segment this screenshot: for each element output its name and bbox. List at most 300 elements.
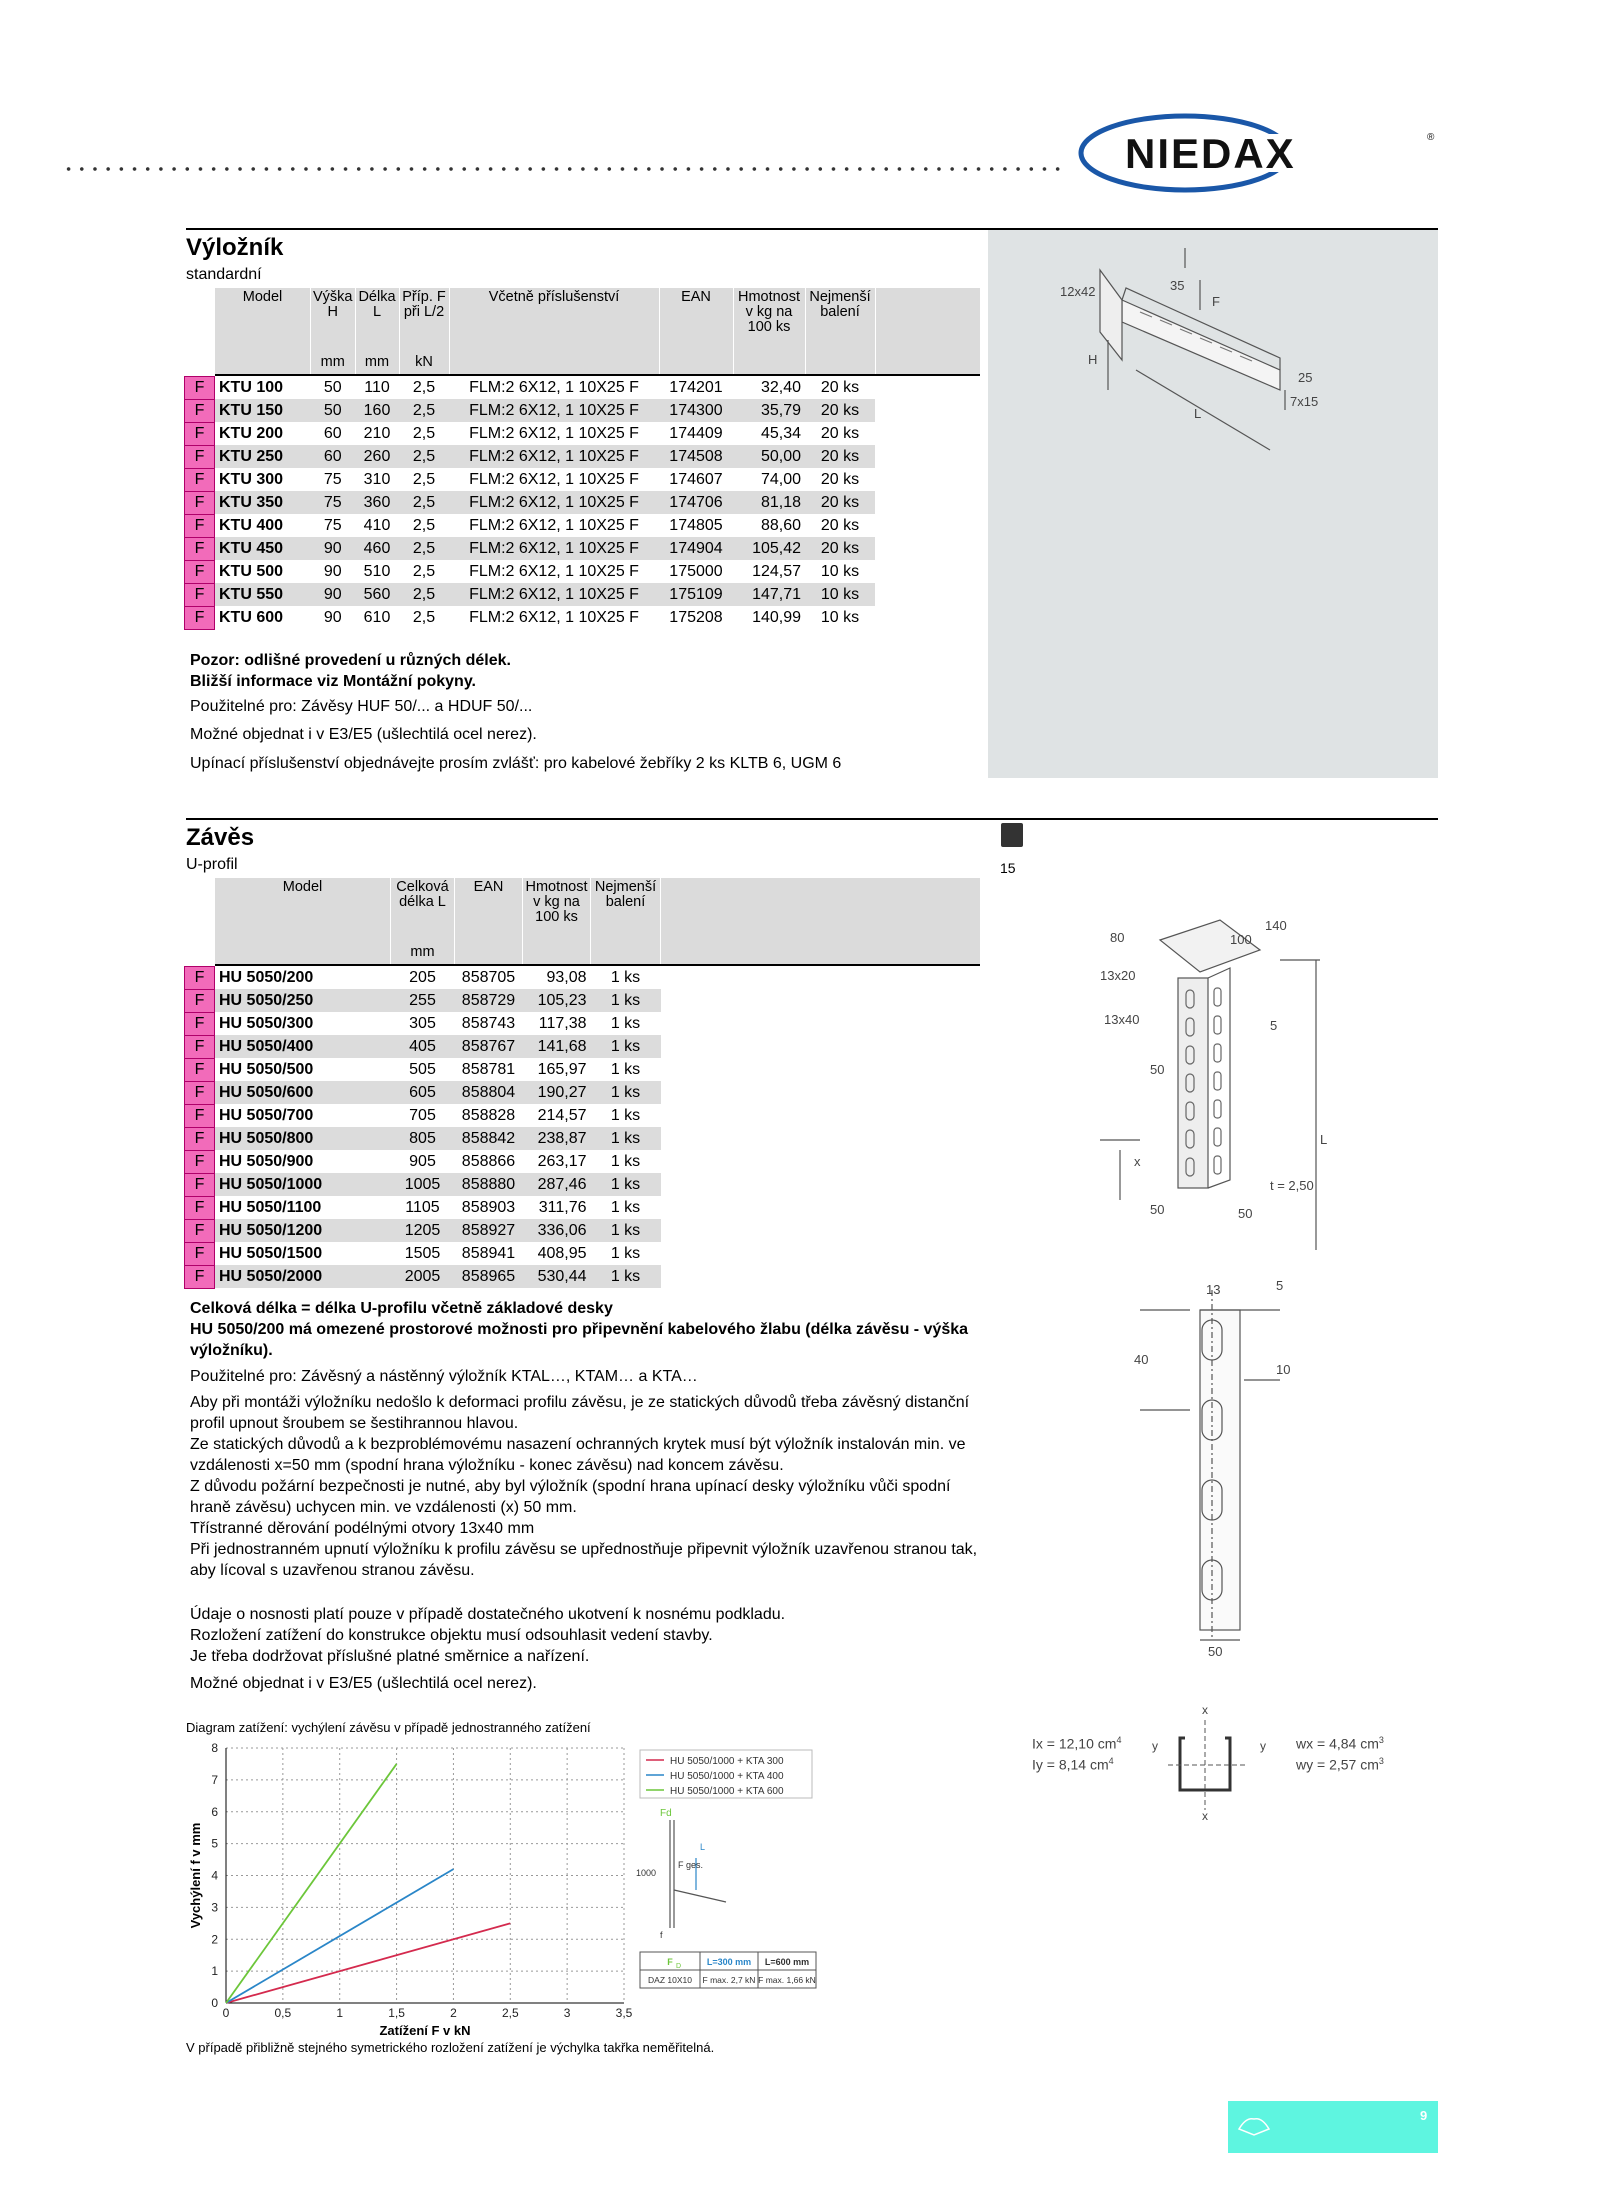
inset-table-header: F xyxy=(667,1957,673,1967)
dotted-separator xyxy=(62,166,1062,172)
fire-class-badge: F xyxy=(185,537,215,560)
cell-spacer xyxy=(661,966,981,989)
cell-spacer xyxy=(661,1012,981,1035)
cell-ean: 175208 xyxy=(669,608,723,626)
drawing1-label-b: 35 xyxy=(1170,278,1185,293)
axis-x-bottom: x xyxy=(1202,1809,1208,1820)
cell-h: 75 xyxy=(311,491,356,514)
hanger-label-d: 13x20 xyxy=(1100,968,1136,983)
prop-wy-exp: 3 xyxy=(1378,1755,1384,1766)
inset-fges-label: F ges. xyxy=(678,1860,704,1870)
cell-l: 310 xyxy=(363,470,391,488)
cell-spacer xyxy=(661,1035,981,1058)
cell-ean: 174805 xyxy=(669,516,723,534)
col-spacer xyxy=(875,288,980,335)
cell-pack: 20 ks xyxy=(805,445,875,468)
drawing1-label-c: F xyxy=(1212,294,1220,309)
cell-len: 605 xyxy=(391,1081,455,1104)
cell-l: 210 xyxy=(363,424,391,442)
col2-ean: EAN xyxy=(455,878,523,925)
unit-height: mm xyxy=(311,335,356,374)
cell-pack: 20 ks xyxy=(805,491,875,514)
prop-iy: Iy = 8,14 cm xyxy=(1032,1756,1109,1773)
cell-spacer xyxy=(875,399,980,422)
cell-weight: 190,27 xyxy=(523,1081,591,1104)
cell-acc: FLM:2 6X12, 1 10X25 F xyxy=(449,537,659,560)
warning-line-2: Bližší informace viz Montážní pokyny. xyxy=(190,673,476,690)
col-f xyxy=(185,288,215,335)
cell-h: 75 xyxy=(323,470,342,488)
cell-len: 2005 xyxy=(391,1265,455,1288)
section2-subtitle: U-profil xyxy=(186,856,238,873)
inset-1000-label: 1000 xyxy=(636,1868,657,1878)
cell-len: 1105 xyxy=(405,1198,440,1216)
table-row xyxy=(185,1035,981,1058)
cell-len: 1505 xyxy=(404,1244,441,1262)
cell-model: HU 5050/500 xyxy=(219,1060,314,1078)
cell-weight: 45,34 xyxy=(760,424,801,442)
table-row xyxy=(185,537,981,560)
section2-bold-notes xyxy=(190,1298,980,1361)
inset-fd-label: Fd xyxy=(660,1808,672,1819)
cell-l: 560 xyxy=(355,583,399,606)
cell-pack: 1 ks xyxy=(591,1035,661,1058)
unit-length: mm xyxy=(355,335,399,374)
cell-weight: 214,57 xyxy=(537,1106,587,1124)
cell-spacer xyxy=(661,1081,981,1104)
cell-l: 410 xyxy=(363,516,391,534)
cell-weight: 238,87 xyxy=(523,1127,591,1150)
cell-model: KTU 500 xyxy=(219,562,284,580)
cell-acc: FLM:2 6X12, 1 10X25 F xyxy=(469,470,639,488)
cell-spacer xyxy=(661,1058,981,1081)
cell-model: HU 5050/2000 xyxy=(215,1265,391,1288)
table-row xyxy=(185,1058,981,1081)
cell-spacer xyxy=(661,1265,981,1288)
cell-weight: 93,08 xyxy=(546,968,587,986)
hanger-label-j: t = 2,50 xyxy=(1270,1178,1314,1193)
hanger-label-e: 13x40 xyxy=(1104,1012,1140,1027)
cell-model: KTU 200 xyxy=(219,424,284,442)
table-row xyxy=(185,560,981,583)
cell-weight: 287,46 xyxy=(523,1173,591,1196)
cell-h: 90 xyxy=(323,608,342,626)
cell-f_load: 2,5 xyxy=(399,583,449,606)
cell-model: HU 5050/1200 xyxy=(215,1219,391,1242)
page-number: 9 xyxy=(1420,2108,1428,2123)
cell-ean: 175000 xyxy=(669,562,723,580)
cell-h: 60 xyxy=(323,424,342,442)
cell-ean: 174409 xyxy=(669,424,723,442)
fire-class-badge: F xyxy=(185,1035,215,1058)
x-axis-label: Zatížení F v kN xyxy=(379,2023,471,2038)
cell-ean: 175109 xyxy=(659,583,733,606)
cell-model: KTU 350 xyxy=(215,491,311,514)
cell-model: HU 5050/200 xyxy=(219,968,314,986)
cell-spacer xyxy=(661,1150,981,1173)
col2-model: Model xyxy=(215,878,391,925)
fire-class-badge: F xyxy=(185,560,215,583)
cell-ean: 858828 xyxy=(461,1106,516,1124)
cell-model: KTU 300 xyxy=(219,470,284,488)
cell-pack: 20 ks xyxy=(820,516,860,534)
section1-warning xyxy=(190,650,980,692)
cell-ean: 858705 xyxy=(461,968,516,986)
col2-f xyxy=(185,878,215,925)
fire-class-badge: F xyxy=(185,468,215,491)
table-row xyxy=(185,1127,981,1150)
cell-pack: 20 ks xyxy=(805,399,875,422)
cell-h: 60 xyxy=(311,445,356,468)
cell-model: HU 5050/700 xyxy=(219,1106,314,1124)
x-tick-label: 3,5 xyxy=(615,2006,633,2020)
cell-weight: 50,00 xyxy=(733,445,805,468)
table-row xyxy=(185,468,981,491)
fire-class-badge: F xyxy=(185,1081,215,1104)
cell-pack: 1 ks xyxy=(610,1244,641,1262)
hanger-drawing xyxy=(1080,880,1340,1250)
table-row xyxy=(185,399,981,422)
cell-ean: 858965 xyxy=(455,1265,523,1288)
prop-wx-exp: 3 xyxy=(1378,1735,1384,1745)
cell-spacer xyxy=(661,1173,981,1196)
fire-class-badge: F xyxy=(185,1265,215,1288)
cell-f_load: 2,5 xyxy=(412,608,436,626)
fire-class-badge: F xyxy=(185,399,215,422)
cell-weight: 88,60 xyxy=(760,516,801,534)
fire-class-badge: F xyxy=(185,1219,215,1242)
col-model: Model xyxy=(215,288,311,335)
cell-l: 260 xyxy=(355,445,399,468)
cell-ean: 174607 xyxy=(669,470,723,488)
cell-f_load: 2,5 xyxy=(399,399,449,422)
y-tick-label: 8 xyxy=(211,1741,218,1755)
col2-length: Celková délka L xyxy=(391,878,455,925)
chart-footer: V případě přibližně stejného symetrického rozložení zatížení je výchylka takřka neměřitelná. xyxy=(186,2040,715,2055)
fire-class-badge: F xyxy=(185,445,215,468)
cell-pack: 1 ks xyxy=(610,1198,641,1216)
cell-spacer xyxy=(875,445,980,468)
drawing1-label-d: H xyxy=(1088,352,1098,367)
cell-len: 705 xyxy=(409,1106,436,1124)
cell-spacer xyxy=(661,1104,981,1127)
cell-len: 905 xyxy=(409,1152,436,1170)
deflection-chart xyxy=(186,1740,906,2040)
cell-pack: 1 ks xyxy=(610,1014,641,1032)
cell-spacer xyxy=(875,422,980,445)
prop-wx: wx = 4,84 cm xyxy=(1296,1735,1379,1752)
col-load: Příp. F při L/2 xyxy=(399,288,449,335)
section2-note-4: Možné objednat i v E3/E5 (ušlechtilá ocel nerez). xyxy=(190,1675,537,1692)
table-row xyxy=(185,1173,981,1196)
x-tick-label: 2,5 xyxy=(501,2006,519,2020)
fire-class-badge: F xyxy=(185,1196,215,1219)
col-length: Délka L xyxy=(355,288,399,335)
cell-weight: 530,44 xyxy=(523,1265,591,1288)
cell-ean: 858842 xyxy=(455,1127,523,1150)
y-axis-label: Vychýlení f v mm xyxy=(188,1822,203,1929)
fire-class-badge: F xyxy=(185,1104,215,1127)
cell-model: HU 5050/1000 xyxy=(215,1173,391,1196)
cell-pack: 20 ks xyxy=(820,470,860,488)
table-row xyxy=(185,989,981,1012)
cell-acc: FLM:2 6X12, 1 10X25 F xyxy=(449,445,659,468)
cell-spacer xyxy=(661,1219,981,1242)
cell-pack: 1 ks xyxy=(591,1219,661,1242)
legend-label: HU 5050/1000 + KTA 300 xyxy=(670,1756,784,1767)
hanger-label-b: 80 xyxy=(1110,930,1125,945)
cell-model: HU 5050/300 xyxy=(219,1014,314,1032)
cell-pack: 1 ks xyxy=(591,1173,661,1196)
col2-pack: Nejmenší balení xyxy=(591,878,661,925)
cell-acc: FLM:2 6X12, 1 10X25 F xyxy=(469,424,639,442)
cell-acc: FLM:2 6X12, 1 10X25 F xyxy=(469,608,639,626)
fire-class-badge: F xyxy=(185,1127,215,1150)
y-tick-label: 5 xyxy=(211,1836,218,1851)
cell-model: KTU 100 xyxy=(219,378,284,396)
table-row xyxy=(185,491,981,514)
cell-l: 510 xyxy=(363,562,391,580)
cantilever-drawing xyxy=(1040,240,1340,480)
cell-ean: 174508 xyxy=(659,445,733,468)
cell-h: 50 xyxy=(323,378,342,396)
bold-note-1: Celková délka = délka U-profilu včetně základové desky xyxy=(190,1300,613,1317)
cell-len: 205 xyxy=(409,968,436,986)
fire-class-badge: F xyxy=(185,1150,215,1173)
cell-pack: 1 ks xyxy=(610,1060,641,1078)
cell-ean: 858866 xyxy=(461,1152,516,1170)
cell-weight: 32,40 xyxy=(760,378,801,396)
cell-pack: 1 ks xyxy=(610,1152,641,1170)
hanger-label-k: 50 xyxy=(1150,1202,1165,1217)
cell-model: KTU 400 xyxy=(219,516,284,534)
table-row xyxy=(185,1265,981,1288)
cell-l: 160 xyxy=(355,399,399,422)
inset-table-value: DAZ 10X10 xyxy=(648,1975,692,1985)
drawing1-label-e: 25 xyxy=(1298,370,1313,385)
bold-note-2: HU 5050/200 má omezené prostorové možnosti pro připevnění kabelového žlabu (délka závěsu - výška výložníku). xyxy=(190,1321,969,1359)
col-pack: Nejmenší balení xyxy=(805,288,875,335)
cell-f_load: 2,5 xyxy=(412,562,436,580)
cell-model: HU 5050/250 xyxy=(215,989,391,1012)
cell-pack: 1 ks xyxy=(591,1081,661,1104)
section2-note-3: Údaje o nosnosti platí pouze v případě dostatečného ukotvení k nosnému podkladu. Rozložení zatížení do konstrukce objektu musí odsouhlasit vedení stavby. Je třeba dodržovat příslušné platné směrnice a nařízení. xyxy=(190,1606,786,1665)
section1-note-2: Možné objednat i v E3/E5 (ušlechtilá ocel nerez). xyxy=(190,726,537,743)
cell-f_load: 2,5 xyxy=(399,537,449,560)
col-accessories: Včetně příslušenství xyxy=(449,288,659,335)
cell-weight: 117,38 xyxy=(538,1014,587,1032)
cell-len: 1205 xyxy=(391,1219,455,1242)
section2-title: Závěs xyxy=(186,824,255,851)
section1-note-3: Upínací příslušenství objednávejte prosím zvlášť: pro kabelové žebříky 2 ks KLTB 6, UGM 6 xyxy=(190,755,842,772)
cell-len: 805 xyxy=(391,1127,455,1150)
tray-icon xyxy=(1234,2111,1274,2141)
x-tick-label: 0 xyxy=(222,2006,230,2020)
unit-load: kN xyxy=(399,335,449,374)
side-label-b: 5 xyxy=(1276,1278,1284,1293)
cell-model: HU 5050/1500 xyxy=(219,1244,323,1262)
cell-f_load: 2,5 xyxy=(399,445,449,468)
legend-label: HU 5050/1000 + KTA 400 xyxy=(670,1771,784,1782)
cell-model: KTU 600 xyxy=(219,608,284,626)
inset-table-header: L=600 mm xyxy=(764,1957,810,1967)
fire-class-badge: F xyxy=(185,1058,215,1081)
cell-weight: 140,99 xyxy=(752,608,801,626)
cell-model: KTU 150 xyxy=(215,399,311,422)
fire-class-badge: F xyxy=(185,422,215,445)
cell-model: HU 5050/800 xyxy=(215,1127,391,1150)
cell-model: KTU 250 xyxy=(215,445,311,468)
fire-class-badge: F xyxy=(185,966,215,989)
hanger-label-i: x xyxy=(1134,1154,1141,1169)
table-row xyxy=(185,1150,981,1173)
inset-arm xyxy=(674,1890,726,1902)
chart-title: Diagram zatížení: vychýlení závěsu v případě jednostranného zatížení xyxy=(186,1720,591,1735)
table-row xyxy=(185,1012,981,1035)
cell-pack: 10 ks xyxy=(805,583,875,606)
prop-wy: wy = 2,57 cm xyxy=(1296,1756,1379,1773)
side-label-d: 10 xyxy=(1276,1362,1291,1377)
fire-class-badge: F xyxy=(185,514,215,537)
section1-subtitle: standardní xyxy=(186,266,262,283)
fire-class-badge: F xyxy=(185,1242,215,1265)
cell-acc: FLM:2 6X12, 1 10X25 F xyxy=(449,399,659,422)
x-tick-label: 3 xyxy=(563,2006,571,2020)
hanger-table xyxy=(184,878,980,1289)
niedax-logo xyxy=(1075,112,1437,194)
cell-f_load: 2,5 xyxy=(412,378,436,396)
cell-ean: 858880 xyxy=(455,1173,523,1196)
cell-weight: 263,17 xyxy=(537,1152,587,1170)
legend-label: HU 5050/1000 + KTA 600 xyxy=(670,1786,784,1797)
y-tick-label: 1 xyxy=(211,1964,218,1979)
drawing1-label-f: 7x15 xyxy=(1290,394,1319,409)
cell-model: HU 5050/400 xyxy=(215,1035,391,1058)
cell-ean: 858729 xyxy=(455,989,523,1012)
y-tick-label: 0 xyxy=(211,1996,218,2010)
cell-ean: 174201 xyxy=(669,378,723,396)
fire-class-badge: F xyxy=(185,583,215,606)
cell-spacer xyxy=(875,560,980,583)
series-line xyxy=(226,1764,397,2003)
side-label-a: 13 xyxy=(1206,1282,1221,1297)
inset-table-value: F max. 1,66 kN xyxy=(758,1975,816,1985)
cell-ean: 858903 xyxy=(461,1198,516,1216)
fire-class-badge: F xyxy=(185,989,215,1012)
hanger-label-f: 5 xyxy=(1270,1018,1278,1033)
cell-acc: FLM:2 6X12, 1 10X25 F xyxy=(469,562,639,580)
cell-len: 255 xyxy=(391,989,455,1012)
cell-weight: 105,23 xyxy=(523,989,591,1012)
cell-ean: 174300 xyxy=(659,399,733,422)
inset-table-sub: D xyxy=(676,1963,682,1970)
col-ean: EAN xyxy=(659,288,733,335)
cell-pack: 10 ks xyxy=(820,608,860,626)
inset-l-label: L xyxy=(700,1842,706,1852)
section2-note-1: Použitelné pro: Závěsný a nástěnný výložník KTAL…, KTAM… a KTA… xyxy=(190,1368,698,1385)
inset-table-value: F max. 2,7 kN xyxy=(702,1975,756,1985)
col2-spacer xyxy=(661,878,981,925)
axis-x-top: x xyxy=(1202,1703,1208,1717)
section1-note-1: Použitelné pro: Závěsy HUF 50/... a HDUF 50/... xyxy=(190,698,533,715)
x-tick-label: 0,5 xyxy=(274,2006,292,2020)
cell-spacer xyxy=(875,514,980,537)
cell-l: 610 xyxy=(363,608,391,626)
cell-f_load: 2,5 xyxy=(412,424,436,442)
table-row xyxy=(185,514,981,537)
cell-ean: 858804 xyxy=(455,1081,523,1104)
cell-weight: 124,57 xyxy=(752,562,801,580)
cell-weight: 147,71 xyxy=(733,583,805,606)
table-row xyxy=(185,1196,981,1219)
cell-ean: 858927 xyxy=(455,1219,523,1242)
cell-ean: 858781 xyxy=(461,1060,516,1078)
cell-weight: 408,95 xyxy=(537,1244,587,1262)
prop-ix: Ix = 12,10 cm xyxy=(1032,1735,1117,1752)
col2-weight: Hmotnost v kg na 100 ks xyxy=(523,878,591,925)
cell-spacer xyxy=(661,989,981,1012)
cell-spacer xyxy=(875,606,980,629)
hanger-label-c: 100 xyxy=(1230,932,1252,947)
cell-model: KTU 450 xyxy=(215,537,311,560)
cell-ean: 174904 xyxy=(659,537,733,560)
hanger-label-a: 140 xyxy=(1265,918,1287,933)
icon-number: 15 xyxy=(1000,860,1016,876)
cell-pack: 1 ks xyxy=(591,1127,661,1150)
cell-len: 405 xyxy=(391,1035,455,1058)
cell-spacer xyxy=(875,491,980,514)
cantilever-table xyxy=(184,288,980,630)
x-tick-label: 2 xyxy=(450,2006,457,2020)
fire-class-badge: F xyxy=(185,606,215,629)
hanger-label-g: 50 xyxy=(1150,1062,1165,1077)
moment-of-inertia xyxy=(1032,1732,1121,1773)
cell-len: 505 xyxy=(409,1060,436,1078)
table-row xyxy=(185,422,981,445)
cell-l: 460 xyxy=(355,537,399,560)
cell-h: 90 xyxy=(323,562,342,580)
side-label-c: 40 xyxy=(1134,1352,1149,1367)
y-tick-label: 4 xyxy=(211,1868,218,1883)
cell-l: 110 xyxy=(364,378,390,396)
table-row xyxy=(185,606,981,629)
y-tick-label: 2 xyxy=(211,1932,218,1947)
cell-acc: FLM:2 6X12, 1 10X25 F xyxy=(449,583,659,606)
cell-model: KTU 550 xyxy=(215,583,311,606)
cell-f_load: 2,5 xyxy=(412,516,436,534)
fire-class-badge: F xyxy=(185,1012,215,1035)
registered-mark: ® xyxy=(1427,132,1435,143)
cell-ean: 858743 xyxy=(461,1014,516,1032)
section1-title: Výložník xyxy=(186,234,284,261)
prop-iy-exp: 4 xyxy=(1108,1755,1114,1766)
cell-f_load: 2,5 xyxy=(399,491,449,514)
drawing1-label-g: L xyxy=(1194,406,1202,421)
cell-pack: 1 ks xyxy=(591,1265,661,1288)
cell-f_load: 2,5 xyxy=(412,470,436,488)
cell-model: HU 5050/1100 xyxy=(219,1198,322,1216)
section2-note-2: Aby při montáži výložníku nedošlo k deformaci profilu závěsu, je ze statických důvodů třeba závěsný distanční profil upnout šroubem se šestihrannou hlavou. Ze statických důvodů a k bezproblémovému nasazení ochranných krytek musí být výložník instalován min. ve vzdálenosti x=50 mm (spodní hrana výložníku - konec závěsu) nad koncem závěsu. Z důvodu požární bezpečnosti je nutné, aby byl výložník (spodní hrana upínací desky výložníku vůči spodní hraně závěsu) uchycen min. ve vzdálenosti (x) 50 mm. Třístranné děrování podélnými otvory 13x40 mm Při jednostranném upnutí výložníku k profilu závěsu se upřednostňuje připevnit výložník uzavřenou stranou tak, aby lícoval s uzavřenou stranou závěsu. xyxy=(190,1394,978,1579)
side-label-e: 50 xyxy=(1208,1644,1223,1659)
cell-weight: 165,97 xyxy=(537,1060,587,1078)
cell-pack: 20 ks xyxy=(805,537,875,560)
cell-spacer xyxy=(661,1196,981,1219)
cell-spacer xyxy=(875,537,980,560)
hanger-label-h: L xyxy=(1320,1132,1328,1147)
table-row xyxy=(185,1081,981,1104)
drawing1-label-a: 12x42 xyxy=(1060,284,1096,299)
table-row xyxy=(185,966,981,989)
